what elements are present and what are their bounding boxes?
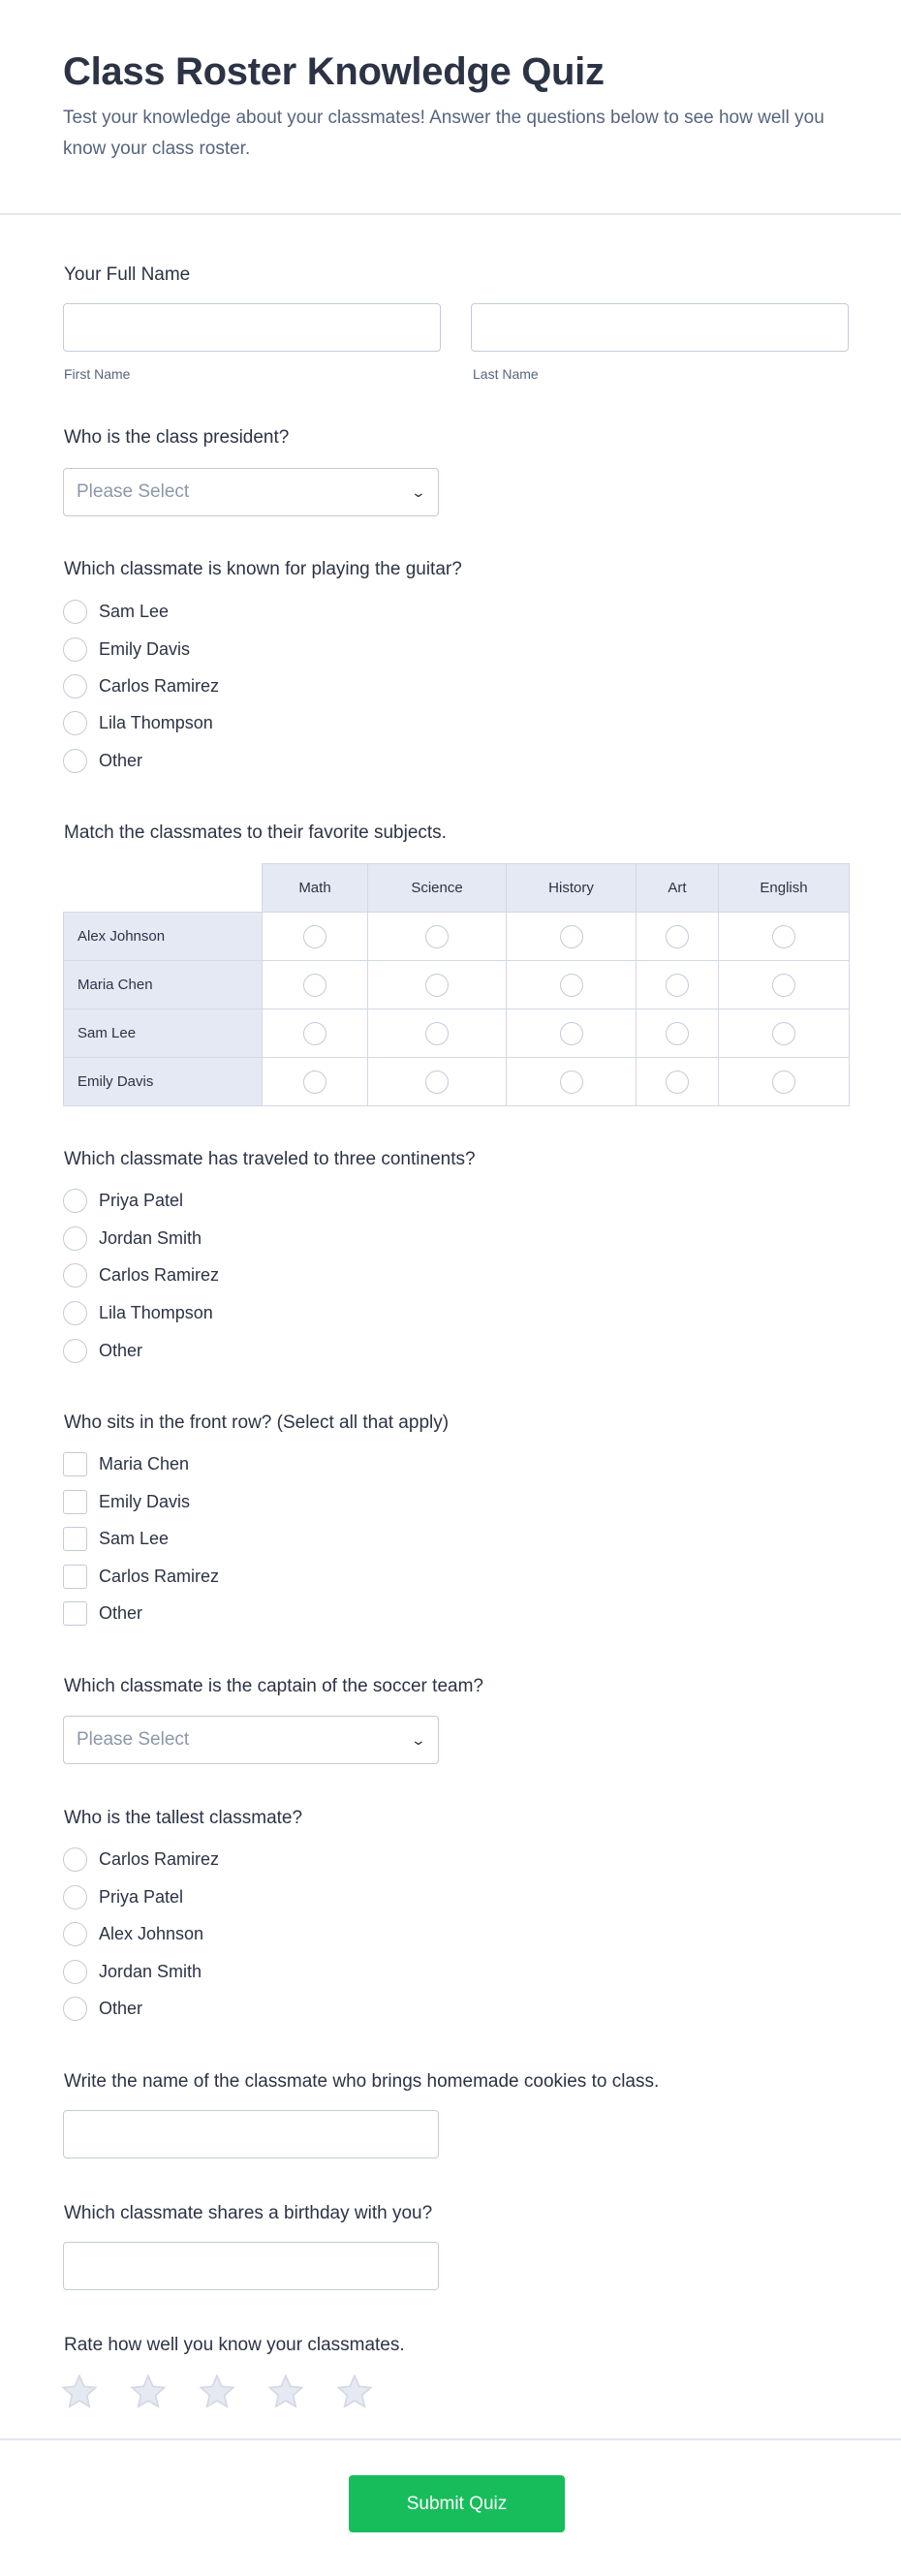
birthday-answer-input[interactable] [63,2242,439,2290]
matrix-radio[interactable] [560,925,583,948]
radio-option[interactable] [63,1260,219,1289]
radio-option[interactable] [63,1336,142,1365]
soccer-captain-select[interactable] [63,1716,439,1764]
matrix-row [64,961,850,1009]
star-icon[interactable] [266,2373,305,2411]
star-rating[interactable] [60,2373,374,2411]
radio-option[interactable] [63,708,213,737]
radio-button[interactable] [63,1263,87,1288]
row-header: Maria Chen [64,961,263,1009]
radio-button[interactable] [63,1847,87,1872]
cookies-question-label: Write the name of the classmate who brings homemade cookies to class. [64,2071,660,2092]
row-header: Sam Lee [64,1009,263,1058]
option-label: Maria Chen [99,1453,190,1474]
option-label: Lila Thompson [99,1302,213,1322]
radio-option[interactable] [63,1994,142,2023]
full-name-label: Your Full Name [64,264,191,285]
checkbox[interactable] [63,1490,87,1514]
radio-button[interactable] [63,1922,87,1946]
chevron-down-icon: ⌄ [410,1731,427,1748]
radio-option[interactable] [63,1957,202,1986]
radio-button[interactable] [63,674,87,698]
row-header: Alex Johnson [64,913,263,961]
checkbox[interactable] [63,1601,87,1626]
radio-button[interactable] [63,1301,87,1325]
option-label: Other [99,1602,143,1623]
first-name-sublabel: First Name [64,366,131,382]
option-label: Carlos Ramirez [99,1566,220,1586]
option-label: Carlos Ramirez [99,1848,220,1869]
matrix-radio[interactable] [666,974,689,997]
travel-question-label: Which classmate has traveled to three continents? [64,1149,476,1169]
radio-option[interactable] [63,746,142,775]
chevron-down-icon: ⌄ [410,483,427,500]
last-name-input[interactable] [471,303,849,352]
radio-option[interactable] [63,597,169,626]
matrix-row [64,1009,850,1058]
front-row-question-label: Who sits in the front row? (Select all that apply) [64,1412,450,1433]
soccer-question-label: Which classmate is the captain of the soccer team? [64,1676,483,1696]
header-divider [0,213,901,215]
checkbox-option[interactable] [63,1487,190,1516]
matrix-radio[interactable] [303,925,326,948]
checkbox-option[interactable] [63,1598,142,1628]
column-header: Science [368,864,507,913]
option-label: Other [99,1998,143,2018]
radio-button[interactable] [63,1960,87,1984]
radio-button[interactable] [63,637,87,662]
tallest-question-label: Who is the tallest classmate? [64,1808,303,1828]
option-label: Lila Thompson [99,712,213,732]
guitar-question-label: Which classmate is known for playing the guitar? [64,559,462,579]
footer-divider [0,2438,901,2440]
matrix-radio[interactable] [303,974,326,997]
page-subtitle: Test your knowledge about your classmates! Answer the questions below to see how well you know your class roster. [63,108,824,159]
select-placeholder: Please Select [77,1729,190,1750]
option-label: Priya Patel [99,1190,184,1210]
column-header: Art [637,864,719,913]
birthday-question-label: Which classmate shares a birthday with you? [64,2203,433,2223]
submit-quiz-button[interactable]: Submit Quiz [349,2475,565,2532]
radio-option[interactable] [63,671,219,700]
star-icon[interactable] [335,2373,374,2411]
option-label: Sam Lee [99,1528,170,1548]
radio-option[interactable] [63,1919,203,1948]
radio-button[interactable] [63,1997,87,2021]
option-label: Jordan Smith [99,1961,202,1981]
president-select[interactable] [63,468,439,516]
option-label: Other [99,750,143,770]
last-name-sublabel: Last Name [473,366,539,382]
column-header: Math [263,864,368,913]
matrix-row [64,913,850,961]
row-header: Emily Davis [64,1058,263,1106]
subject-matrix [63,863,850,1106]
first-name-input[interactable] [63,303,441,352]
option-label: Priya Patel [99,1886,184,1907]
matrix-radio[interactable] [560,974,583,997]
option-label: Sam Lee [99,601,170,621]
matrix-question-label: Match the classmates to their favorite subjects. [64,822,447,843]
matrix-radio[interactable] [425,925,449,948]
matrix-row [64,1058,850,1106]
matrix-radio[interactable] [425,1022,449,1045]
radio-button[interactable] [63,1339,87,1363]
matrix-radio[interactable] [666,1022,689,1045]
checkbox-option[interactable] [63,1562,219,1591]
matrix-radio[interactable] [560,1071,583,1094]
checkbox[interactable] [63,1565,87,1589]
radio-button[interactable] [63,1189,87,1213]
radio-button[interactable] [63,749,87,773]
matrix-radio[interactable] [772,1022,795,1045]
star-icon[interactable] [198,2373,236,2411]
matrix-radio[interactable] [303,1022,326,1045]
radio-button[interactable] [63,1885,87,1909]
checkbox[interactable] [63,1527,87,1551]
option-label: Emily Davis [99,1491,191,1511]
checkbox-option[interactable] [63,1524,169,1553]
page-title: Class Roster Knowledge Quiz [63,50,605,93]
radio-button[interactable] [63,1226,87,1251]
radio-button[interactable] [63,711,87,735]
rating-question-label: Rate how well you know your classmates. [64,2335,405,2355]
star-icon[interactable] [129,2373,168,2411]
option-label: Alex Johnson [99,1923,204,1943]
matrix-radio[interactable] [425,1071,449,1094]
column-header: English [719,864,850,913]
star-icon[interactable] [60,2373,99,2411]
radio-option[interactable] [63,1186,183,1215]
checkbox-option[interactable] [63,1449,189,1478]
matrix-radio[interactable] [772,925,795,948]
radio-option[interactable] [63,1298,213,1327]
checkbox[interactable] [63,1452,87,1476]
radio-option[interactable] [63,1845,219,1874]
option-label: Other [99,1340,143,1360]
cookies-answer-input[interactable] [63,2110,439,2158]
option-label: Jordan Smith [99,1227,202,1248]
column-header: History [507,864,637,913]
radio-option[interactable] [63,1224,202,1253]
matrix-radio[interactable] [666,1071,689,1094]
option-label: Carlos Ramirez [99,675,220,696]
matrix-radio[interactable] [303,1071,326,1094]
matrix-radio[interactable] [772,1071,795,1094]
option-label: Emily Davis [99,638,191,659]
matrix-radio[interactable] [666,925,689,948]
matrix-radio[interactable] [425,974,449,997]
select-placeholder: Please Select [77,481,190,502]
radio-option[interactable] [63,635,190,664]
radio-option[interactable] [63,1882,183,1911]
option-label: Carlos Ramirez [99,1264,220,1285]
president-question-label: Who is the class president? [64,427,290,448]
radio-button[interactable] [63,600,87,624]
matrix-radio[interactable] [560,1022,583,1045]
matrix-radio[interactable] [772,974,795,997]
